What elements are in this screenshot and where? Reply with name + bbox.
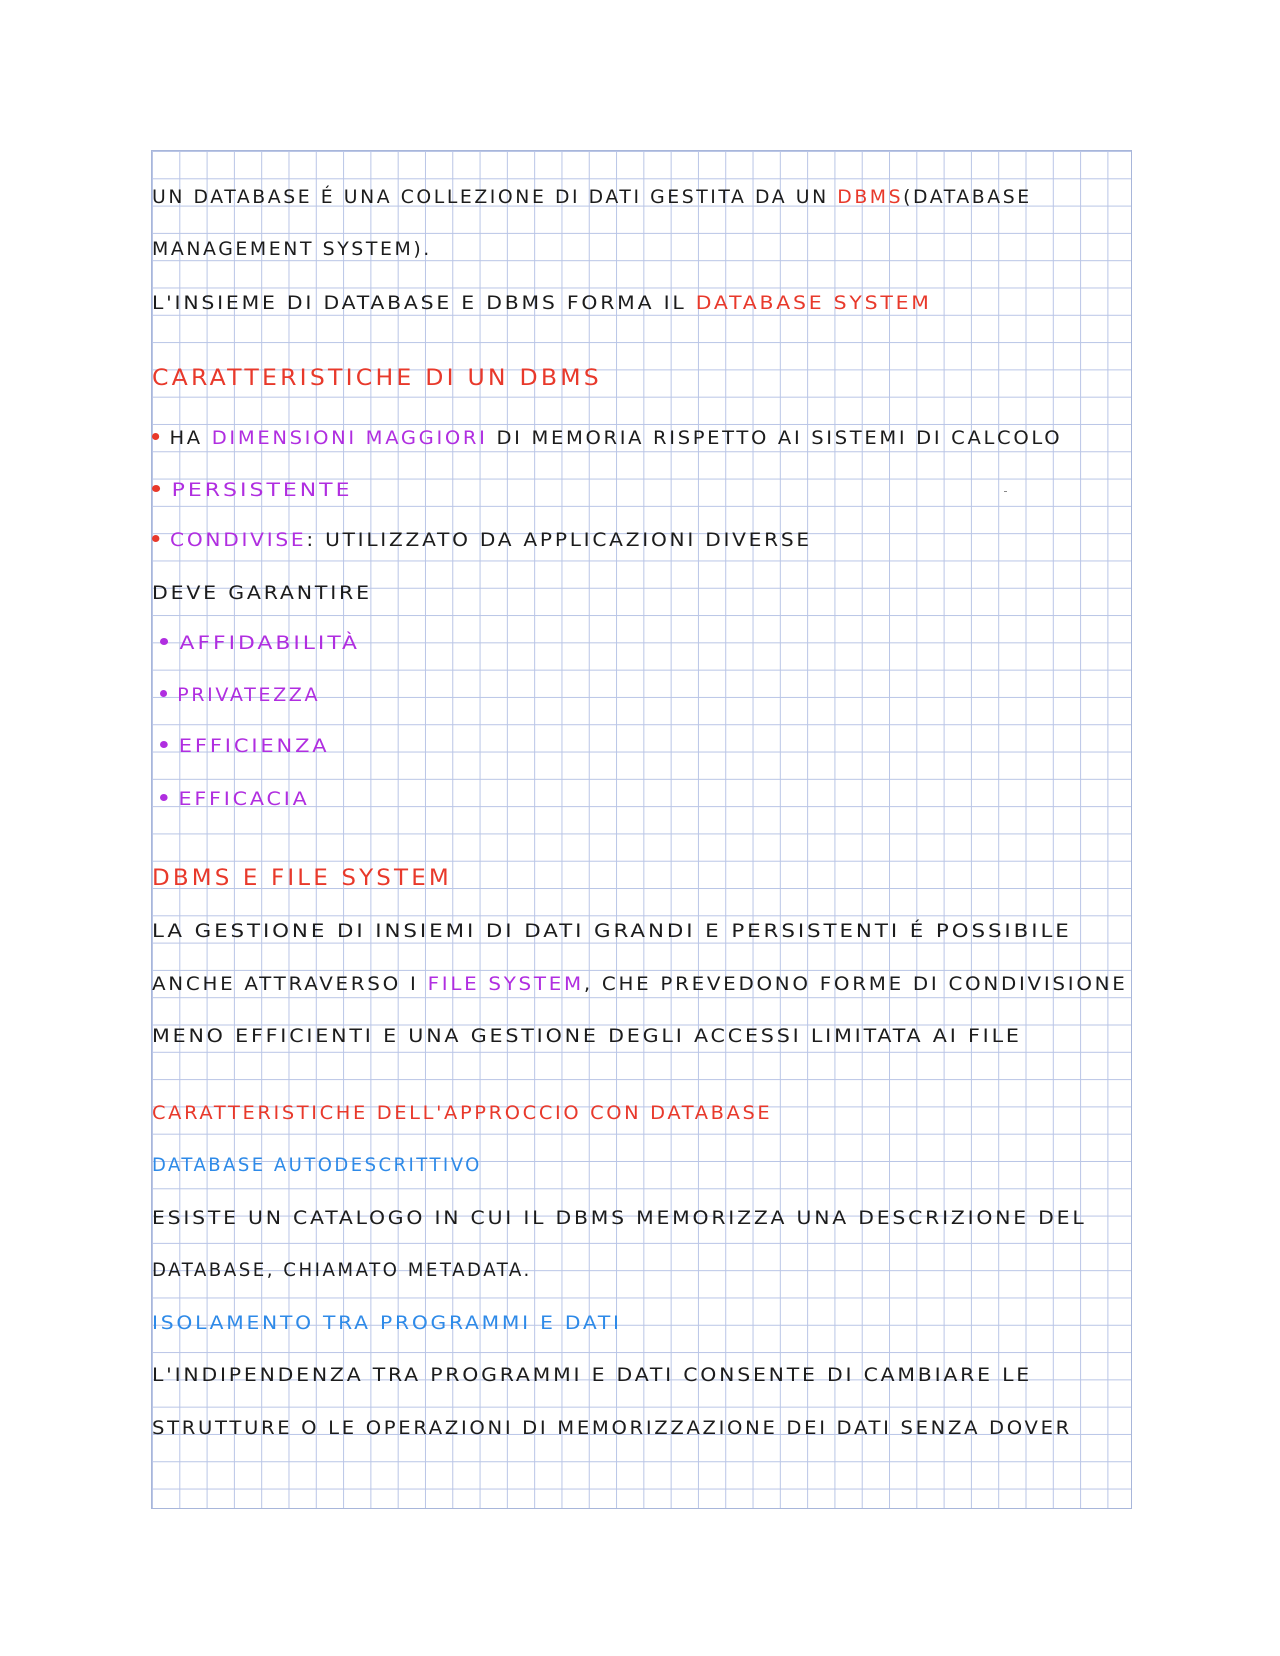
note-line-4 [152,366,602,392]
note-line-1 [152,184,1032,210]
stray-mark [1004,491,1007,492]
note-text: : UTILIZZATO DA APPLICAZIONI DIVERSE [306,529,812,551]
note-line-21 [152,1310,622,1336]
note-text: , CHE PREVEDONO FORME DI CONDIVISIONE [583,973,1128,995]
note-text: ISOLAMENTO TRA PROGRAMMI E DATI [152,1312,622,1334]
note-text: EFFICIENZA [178,735,330,757]
note-text: L'INDIPENDENZA TRA PROGRAMMI E DATI CONSENTE DI CAMBIARE LE [152,1364,1032,1386]
bullet-dot [160,794,168,801]
note-line-2 [152,236,432,262]
note-text: MANAGEMENT SYSTEM). [152,238,432,260]
note-text: MENO EFFICIENTI E UNA GESTIONE DEGLI ACCESSI LIMITATA AI FILE [152,1025,1022,1047]
note-text: L'INSIEME DI DATABASE E DBMS FORMA IL [152,292,696,314]
note-line-10 [160,682,320,708]
note-text: DATABASE AUTODESCRITTIVO [152,1154,482,1176]
note-text: (DATABASE [903,186,1032,208]
bullet-dot [152,535,159,542]
note-line-7 [152,527,812,553]
bullet-dot [152,433,159,440]
note-line-6 [152,477,353,503]
note-line-18 [152,1152,482,1178]
note-text: DATABASE, CHIAMATO METADATA. [152,1259,532,1281]
grid-paper-sheet [151,150,1132,1509]
note-text: DI MEMORIA RISPETTO AI SISTEMI DI CALCOLO [487,427,1063,449]
note-text: ESISTE UN CATALOGO IN CUI IL DBMS MEMORIZZA UNA DESCRIZIONE DEL [152,1207,1087,1229]
bullet-dot [152,485,160,492]
note-text: HA [169,427,212,449]
note-line-19 [152,1205,1086,1231]
note-line-15 [152,971,1128,997]
note-text: ANCHE ATTRAVERSO I [152,973,428,995]
note-line-5 [152,425,1062,451]
note-line-13 [152,866,452,892]
note-text: CONDIVISE [170,529,307,551]
bullet-dot [160,690,167,697]
note-line-8 [152,580,372,606]
note-line-12 [160,786,310,812]
note-line-16 [152,1023,1022,1049]
note-line-11 [160,733,330,759]
note-text: CARATTERISTICHE DELL'APPROCCIO CON DATABASE [152,1102,773,1124]
note-text: DEVE GARANTIRE [152,582,372,604]
note-text: LA GESTIONE DI INSIEMI DI DATI GRANDI E PERSISTENTI É POSSIBILE [152,920,1072,942]
note-text: DBMS E FILE SYSTEM [152,866,452,891]
note-text: STRUTTURE O LE OPERAZIONI DI MEMORIZZAZIONE DEI DATI SENZA DOVER [152,1417,1072,1439]
bullet-dot [160,741,168,748]
note-text: EFFICACIA [178,788,310,810]
note-text: DBMS [837,186,904,208]
note-line-22 [152,1362,1032,1388]
note-line-14 [152,918,1072,944]
note-text: DIMENSIONI MAGGIORI [211,427,488,449]
note-text: UN DATABASE É UNA COLLEZIONE DI DATI GESTITA DA UN [152,186,838,208]
bullet-dot [160,638,168,645]
note-text: DATABASE SYSTEM [695,292,932,314]
note-text: AFFIDABILITÀ [179,632,360,654]
note-line-3 [152,290,932,316]
note-text: PERSISTENTE [171,479,353,501]
note-line-17 [152,1100,772,1126]
note-text: FILE SYSTEM [427,973,584,995]
note-line-20 [152,1257,532,1283]
note-line-23 [152,1415,1072,1441]
note-line-9 [160,630,360,656]
note-text: PRIVATEZZA [177,684,321,706]
note-text: CARATTERISTICHE DI UN DBMS [152,366,602,391]
